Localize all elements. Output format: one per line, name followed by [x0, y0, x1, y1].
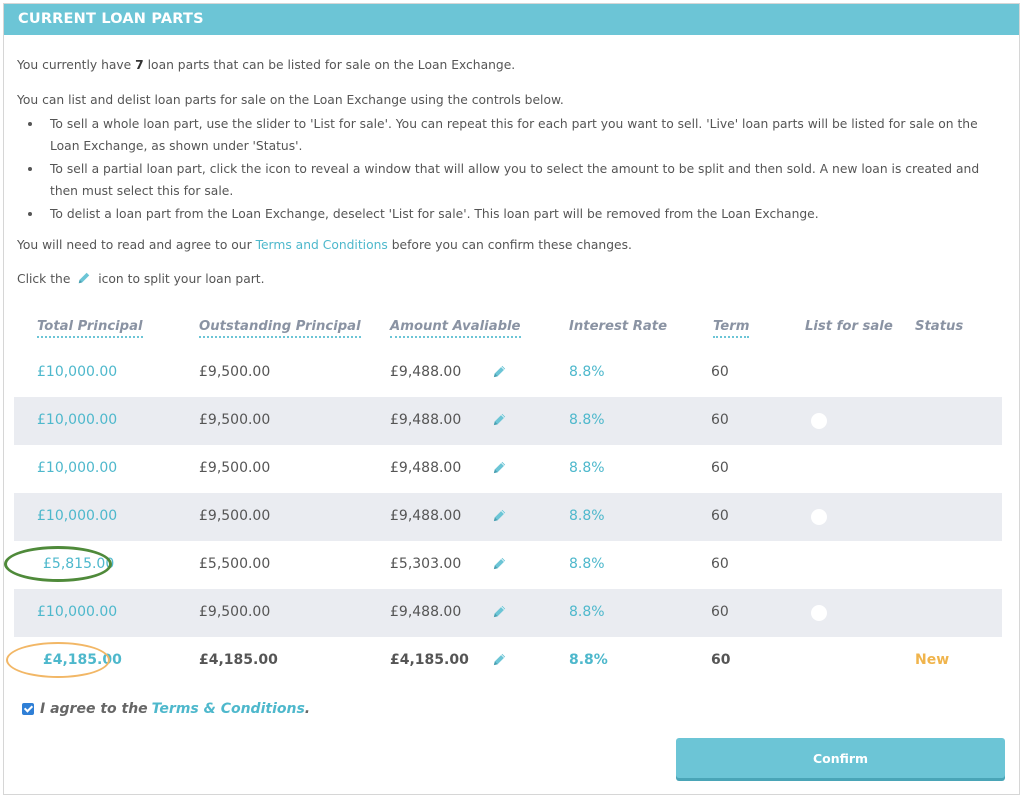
instructions-list: [17, 113, 1007, 225]
term: 60: [711, 508, 729, 524]
instruction-item: To delist a loan part from the Loan Exchange, deselect 'List for sale'. This loan part will be removed from the Loan Exchange.: [17, 203, 1007, 225]
table-row: [14, 349, 1002, 397]
term: 60: [711, 460, 729, 476]
interest-rate: 8.8%: [569, 652, 608, 668]
status-badge: New: [915, 652, 950, 668]
outstanding-principal: £4,185.00: [199, 652, 278, 668]
amount-available: £9,488.00: [390, 604, 462, 620]
amount-available: £4,185.00: [390, 652, 469, 668]
loan-count-pre: You currently have: [17, 58, 136, 72]
toggle-knob: [811, 605, 827, 621]
toggle-knob: [811, 461, 827, 477]
split-hint-pre: Click the: [17, 272, 75, 286]
split-hint-post: icon to split your loan part.: [94, 272, 265, 286]
toggle-knob: [811, 413, 827, 429]
term: 60: [711, 604, 729, 620]
terms-notice-pre: You will need to read and agree to our: [17, 238, 256, 252]
outstanding-principal: £9,500.00: [199, 412, 271, 428]
total-principal[interactable]: £5,815.00: [43, 556, 115, 572]
header-list-for-sale: List for sale: [805, 319, 893, 334]
table-row: [14, 445, 1002, 493]
terms-link[interactable]: Terms and Conditions: [255, 238, 388, 252]
agree-terms-link[interactable]: Terms & Conditions: [151, 701, 305, 717]
instruction-item: To sell a whole loan part, use the slider to 'List for sale'. You can repeat this for each part you want to sell. 'Live' loan parts will be listed for sale on the Loan Exchange, as shown under 'Status'.: [17, 113, 1007, 157]
loan-count-post: loan parts that can be listed for sale on the Loan Exchange.: [143, 58, 516, 72]
header-status: Status: [915, 319, 964, 334]
total-principal[interactable]: £4,185.00: [43, 652, 122, 668]
total-principal[interactable]: £10,000.00: [37, 412, 118, 428]
table-header: [14, 313, 1002, 349]
amount-available: £9,488.00: [390, 364, 462, 380]
amount-available: £9,488.00: [390, 412, 462, 428]
outstanding-principal: £9,500.00: [199, 604, 271, 620]
total-principal[interactable]: £10,000.00: [37, 460, 118, 476]
agree-checkbox[interactable]: [22, 703, 34, 715]
term: 60: [711, 652, 731, 668]
agree-period: .: [304, 701, 311, 717]
loan-count-text: [17, 56, 1007, 74]
table-row: [14, 589, 1002, 637]
term: 60: [711, 556, 729, 572]
total-principal[interactable]: £10,000.00: [37, 508, 118, 524]
agree-terms: [22, 701, 310, 717]
toggle-knob: [838, 653, 854, 669]
agree-label: I agree to the: [40, 701, 148, 717]
table-row: [14, 541, 1002, 589]
intro-text: [17, 56, 1007, 290]
interest-rate: 8.8%: [569, 604, 605, 620]
instructions-text: You can list and delist loan parts for sale on the Loan Exchange using the controls below.: [17, 93, 564, 107]
terms-notice: [17, 236, 1007, 254]
header-amount-available[interactable]: Amount Avaliable: [390, 319, 521, 338]
outstanding-principal: £5,500.00: [199, 556, 271, 572]
table-row: [14, 637, 1002, 685]
terms-notice-post: before you can confirm these changes.: [387, 238, 632, 252]
interest-rate: 8.8%: [569, 556, 605, 572]
pencil-icon[interactable]: [492, 460, 507, 479]
term: 60: [711, 412, 729, 428]
table-body: [14, 349, 1002, 685]
interest-rate: 8.8%: [569, 364, 605, 380]
interest-rate: 8.8%: [569, 412, 605, 428]
interest-rate: 8.8%: [569, 508, 605, 524]
loan-parts-table: [14, 313, 1002, 685]
toggle-knob: [811, 365, 827, 381]
amount-available: £9,488.00: [390, 508, 462, 524]
interest-rate: 8.8%: [569, 460, 605, 476]
header-term[interactable]: Term: [713, 319, 749, 338]
pencil-icon: [77, 271, 91, 290]
pencil-icon[interactable]: [492, 556, 507, 575]
toggle-knob: [811, 557, 827, 573]
pencil-icon[interactable]: [492, 508, 507, 527]
amount-available: £5,303.00: [390, 556, 462, 572]
amount-available: £9,488.00: [390, 460, 462, 476]
loan-count: 7: [135, 58, 144, 72]
header-total-principal[interactable]: Total Principal: [37, 319, 143, 338]
term: 60: [711, 364, 729, 380]
outstanding-principal: £9,500.00: [199, 364, 271, 380]
total-principal[interactable]: £10,000.00: [37, 364, 118, 380]
header-interest-rate: Interest Rate: [569, 319, 668, 334]
instruction-item: To sell a partial loan part, click the icon to reveal a window that will allow you to select the amount to be split and then sold. A new loan is created and then must select this for sale.: [17, 158, 1007, 202]
panel-title: CURRENT LOAN PARTS: [4, 4, 1019, 35]
pencil-icon[interactable]: [492, 652, 507, 671]
outstanding-principal: £9,500.00: [199, 460, 271, 476]
outstanding-principal: £9,500.00: [199, 508, 271, 524]
table-row: [14, 493, 1002, 541]
header-outstanding-principal[interactable]: Outstanding Principal: [199, 319, 361, 338]
pencil-icon[interactable]: [492, 364, 507, 383]
toggle-knob: [811, 509, 827, 525]
total-principal[interactable]: £10,000.00: [37, 604, 118, 620]
pencil-icon[interactable]: [492, 412, 507, 431]
split-hint: [17, 270, 1007, 290]
table-row: [14, 397, 1002, 445]
pencil-icon[interactable]: [492, 604, 507, 623]
confirm-button[interactable]: Confirm: [676, 738, 1005, 778]
